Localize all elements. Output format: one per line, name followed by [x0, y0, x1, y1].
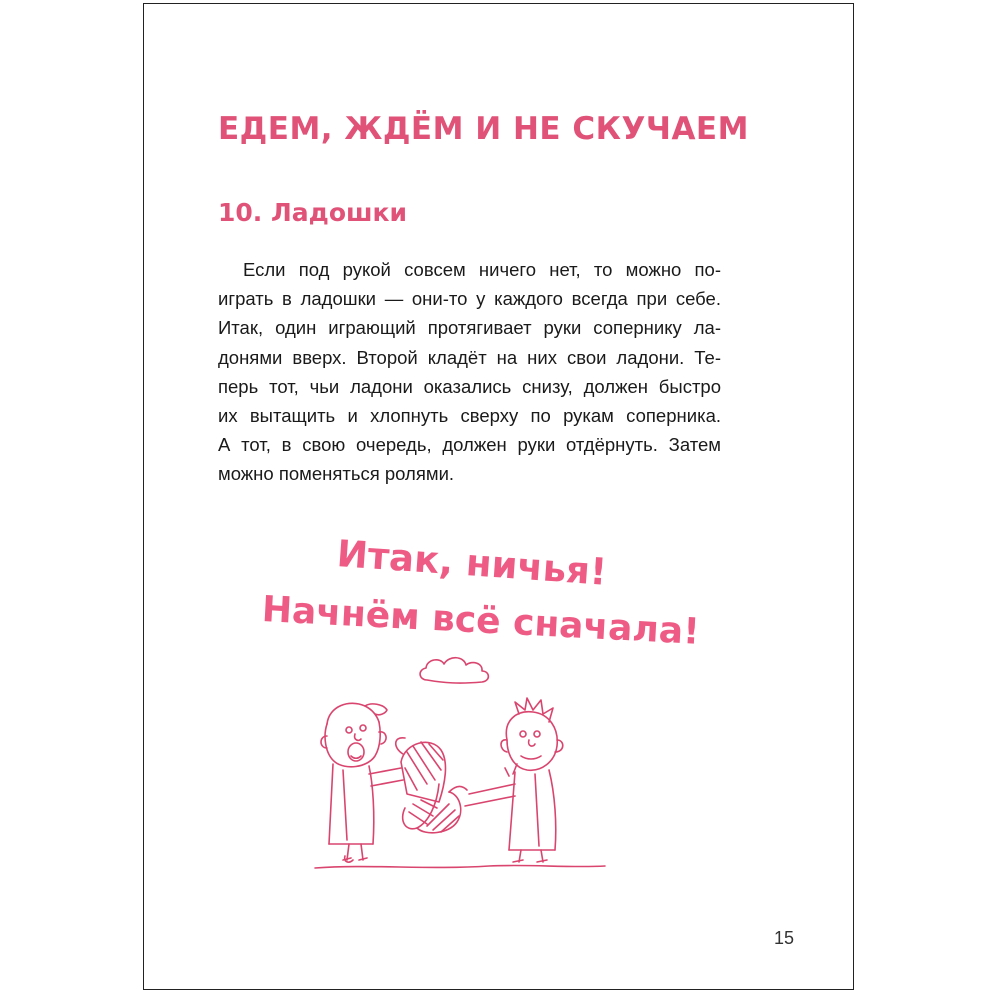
game-description	[218, 255, 721, 489]
description-line: А тот, в свою очередь, должен руки отдёрнуть. Затем	[218, 434, 721, 456]
cloud-icon	[420, 658, 488, 683]
description-line: играть в ладошки — они-то у каждого всегда при себе.	[218, 288, 721, 310]
two-kids-playing-palms-drawing	[309, 644, 609, 874]
description-line: их вытащить и хлопнуть сверху по рукам соперника.	[218, 405, 721, 427]
description-line: перь тот, чьи ладони оказались снизу, должен быстро	[218, 375, 721, 397]
slogan-line-1: Итак, ничья!	[335, 532, 609, 594]
slogan-line-2: Начнём всё сначала!	[260, 589, 701, 653]
book-page	[143, 3, 854, 990]
game-title: 10. Ладошки	[218, 198, 408, 227]
section-title: ЕДЕМ, ЖДЁМ И НЕ СКУЧАЕМ	[218, 111, 749, 147]
page-number: 15	[774, 928, 795, 948]
description-line: Если под рукой совсем ничего нет, то можно по-	[243, 259, 721, 280]
description-line: донями вверх. Второй кладёт на них свои ладони. Те-	[218, 346, 721, 368]
description-line: можно поменяться ролями.	[218, 463, 455, 485]
description-line: Итак, один играющий протягивает руки сопернику ла-	[218, 317, 721, 339]
